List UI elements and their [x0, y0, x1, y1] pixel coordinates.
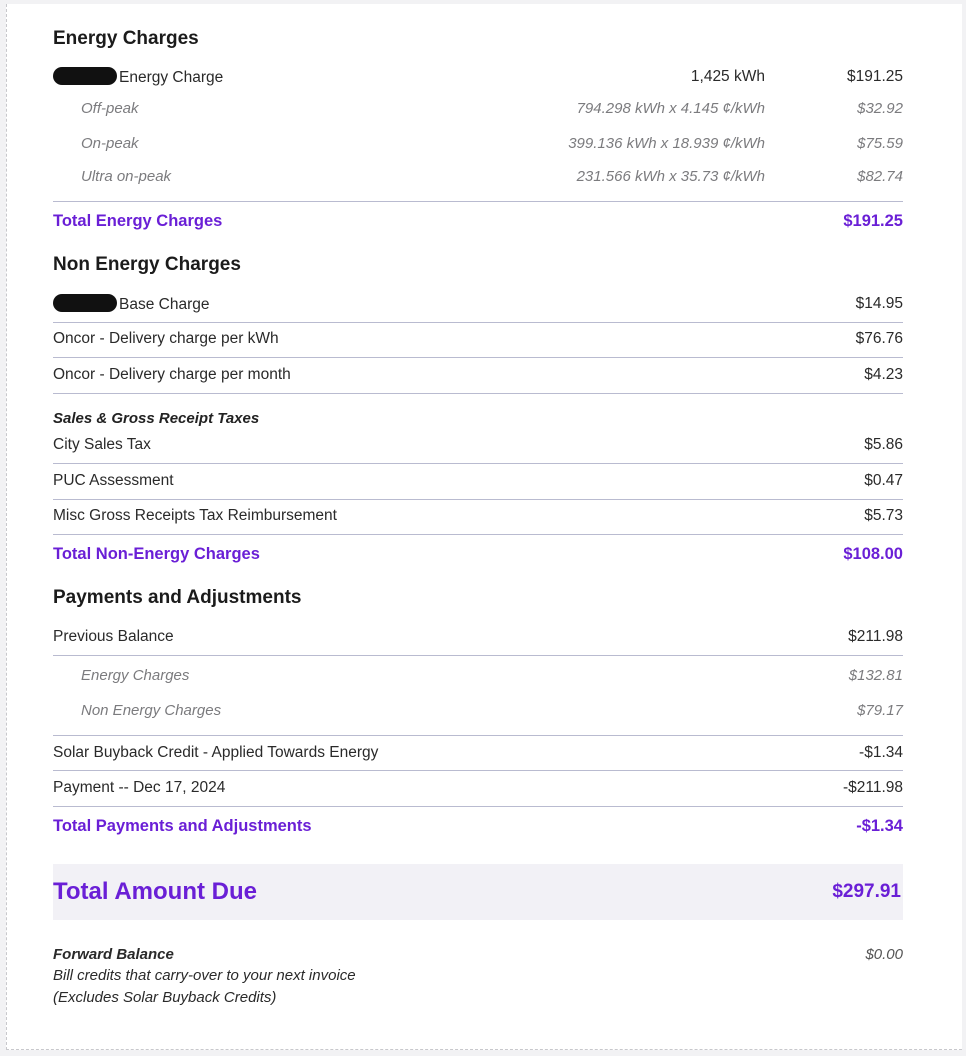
total-due-label: Total Amount Due — [53, 878, 257, 905]
tax-row-amount: $0.47 — [864, 472, 903, 489]
tax-row-label: City Sales Tax — [53, 436, 151, 453]
non-energy-row-amount: $4.23 — [864, 366, 903, 383]
previous-subrow — [53, 693, 903, 727]
energy-subrow-ultra — [53, 159, 903, 193]
previous-balance-amount: $211.98 — [848, 628, 903, 645]
energy-subrow-onpeak — [53, 126, 903, 160]
payment-row-amount: -$211.98 — [842, 779, 903, 796]
subrow-amount: $82.74 — [857, 167, 903, 185]
non-energy-row — [53, 322, 903, 356]
forward-balance-note: Bill credits that carry-over to your next invoice — [53, 967, 356, 984]
bill-page — [6, 4, 962, 1050]
payment-row — [53, 736, 903, 770]
subrow-label: Non Energy Charges — [81, 701, 222, 719]
non-energy-total-row — [53, 537, 903, 571]
non-energy-row-amount: $14.95 — [855, 295, 903, 312]
energy-total-label: Total Energy Charges — [53, 211, 223, 230]
payments-heading: Payments and Adjustments — [53, 587, 302, 608]
forward-balance-title: Forward Balance — [53, 946, 174, 963]
subrow-label: Ultra on-peak — [81, 167, 172, 185]
subrow-label: On-peak — [81, 134, 139, 152]
payment-row-amount: -$1.34 — [859, 744, 903, 761]
tax-row-label: PUC Assessment — [53, 472, 174, 489]
tax-heading: Sales & Gross Receipt Taxes — [53, 410, 260, 427]
energy-main-amount: $191.25 — [846, 68, 903, 85]
tax-row-label: Misc Gross Receipts Tax Reimbursement — [53, 507, 337, 524]
divider — [53, 806, 903, 807]
previous-subrow — [53, 658, 903, 692]
energy-total-amount: $191.25 — [843, 211, 903, 230]
subrow-calc: 399.136 kWh x 18.939 ¢/kWh — [568, 134, 765, 152]
non-energy-row-label: Base Charge — [119, 296, 210, 313]
non-energy-row — [53, 287, 903, 321]
divider — [53, 393, 903, 394]
payment-row — [53, 771, 903, 805]
divider — [53, 655, 903, 656]
payments-total-label: Total Payments and Adjustments — [53, 816, 312, 835]
redaction-mark — [53, 294, 117, 312]
subrow-amount: $79.17 — [857, 701, 903, 719]
non-energy-heading: Non Energy Charges — [53, 254, 241, 275]
subrow-label: Off-peak — [81, 99, 139, 117]
previous-balance-row — [53, 620, 903, 654]
subrow-label: Energy Charges — [81, 666, 190, 684]
subrow-calc: 794.298 kWh x 4.145 ¢/kWh — [576, 99, 765, 117]
total-due-box — [53, 864, 903, 920]
total-due-amount: $297.91 — [832, 881, 901, 902]
redaction-mark — [53, 67, 117, 85]
forward-balance — [53, 946, 903, 1006]
payments-total-amount: -$1.34 — [856, 816, 903, 835]
subrow-amount: $32.92 — [857, 99, 903, 117]
tax-row-amount: $5.86 — [864, 436, 903, 453]
tax-row — [53, 428, 903, 462]
subrow-amount: $132.81 — [848, 666, 903, 684]
subrow-calc: 231.566 kWh x 35.73 ¢/kWh — [576, 167, 765, 185]
non-energy-row-amount: $76.76 — [855, 330, 903, 347]
tax-row — [53, 499, 903, 533]
energy-heading: Energy Charges — [53, 28, 199, 49]
energy-main-label: Energy Charge — [119, 69, 224, 86]
energy-subrow-offpeak — [53, 91, 903, 125]
energy-main-row — [53, 60, 903, 94]
divider — [53, 534, 903, 535]
divider — [53, 201, 903, 202]
tax-row — [53, 464, 903, 498]
energy-main-usage: 1,425 kWh — [690, 68, 765, 85]
non-energy-total-amount: $108.00 — [843, 544, 903, 563]
non-energy-row-label: Oncor - Delivery charge per month — [53, 366, 291, 383]
subrow-amount: $75.59 — [857, 134, 903, 152]
payment-row-label: Payment -- Dec 17, 2024 — [53, 779, 226, 796]
non-energy-row — [53, 358, 903, 392]
energy-total-row — [53, 204, 903, 238]
tax-row-amount: $5.73 — [864, 507, 903, 524]
payments-total-row — [53, 809, 903, 843]
forward-balance-note: (Excludes Solar Buyback Credits) — [53, 989, 277, 1006]
non-energy-total-label: Total Non-Energy Charges — [53, 544, 260, 563]
forward-balance-amount: $0.00 — [865, 946, 903, 963]
payment-row-label: Solar Buyback Credit - Applied Towards Energy — [53, 744, 379, 761]
non-energy-row-label: Oncor - Delivery charge per kWh — [53, 330, 279, 347]
previous-balance-label: Previous Balance — [53, 628, 174, 645]
